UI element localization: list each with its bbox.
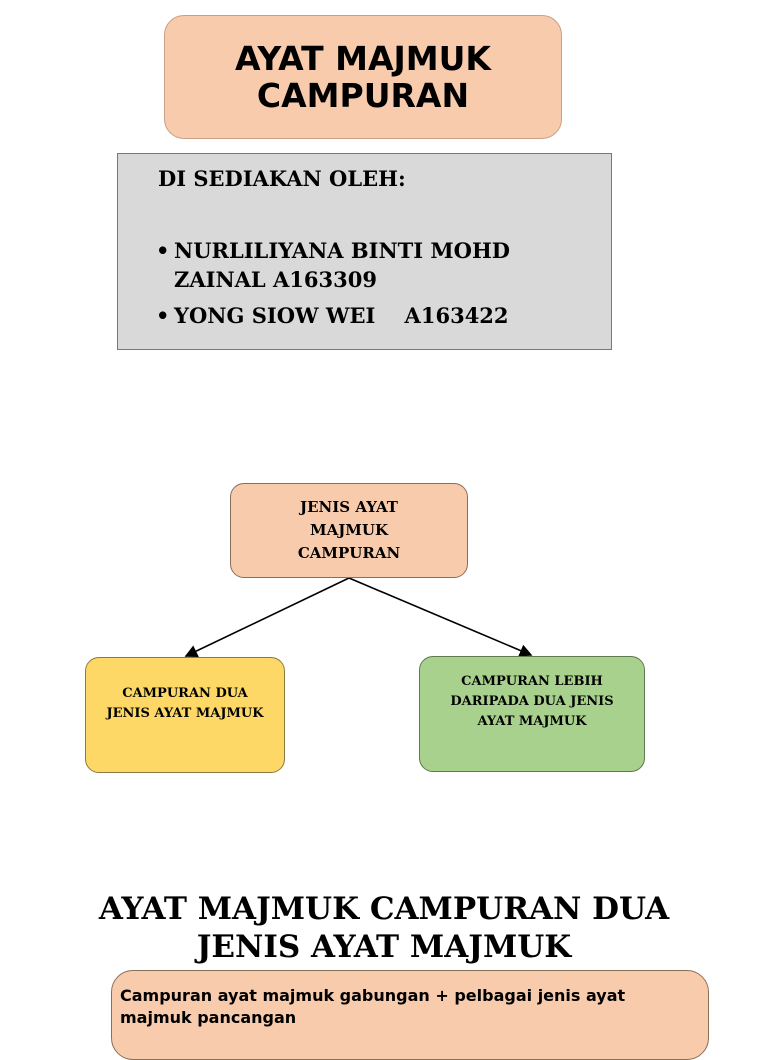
authors-heading: DI SEDIAKAN OLEH: xyxy=(158,166,406,191)
author-item xyxy=(156,236,586,294)
diagram-node-left-label: CAMPURAN DUA JENIS AYAT MAJMUK xyxy=(106,686,264,721)
diagram-node-root xyxy=(230,483,468,578)
connector-right-arrow xyxy=(349,578,531,655)
author-name: YONG SIOW WEI A163422 xyxy=(174,303,509,328)
authors-list xyxy=(156,236,586,337)
types-diagram xyxy=(0,470,768,790)
bullet-icon: • xyxy=(156,238,170,263)
bullet-icon: • xyxy=(156,303,170,328)
diagram-node-right-label: CAMPURAN LEBIH DARIPADA DUA JENIS AYAT MAJMUK xyxy=(450,674,614,729)
diagram-node-right xyxy=(419,656,645,772)
section-heading: AYAT MAJMUK CAMPURAN DUA JENIS AYAT MAJMUK xyxy=(98,891,670,965)
definition-box xyxy=(111,970,709,1060)
connector-left-arrow xyxy=(186,578,349,656)
slide-title: AYAT MAJMUK CAMPURAN xyxy=(235,39,491,115)
title-box xyxy=(164,15,562,139)
diagram-node-left xyxy=(85,657,285,773)
author-name: NURLILIYANA BINTI MOHD ZAINAL A163309 xyxy=(174,238,510,292)
definition-text: Campuran ayat majmuk gabungan + pelbagai jenis ayat majmuk pancangan xyxy=(120,986,626,1027)
diagram-node-root-label: JENIS AYAT MAJMUK CAMPURAN xyxy=(297,498,401,562)
authors-box xyxy=(117,153,612,350)
author-item xyxy=(156,301,586,330)
